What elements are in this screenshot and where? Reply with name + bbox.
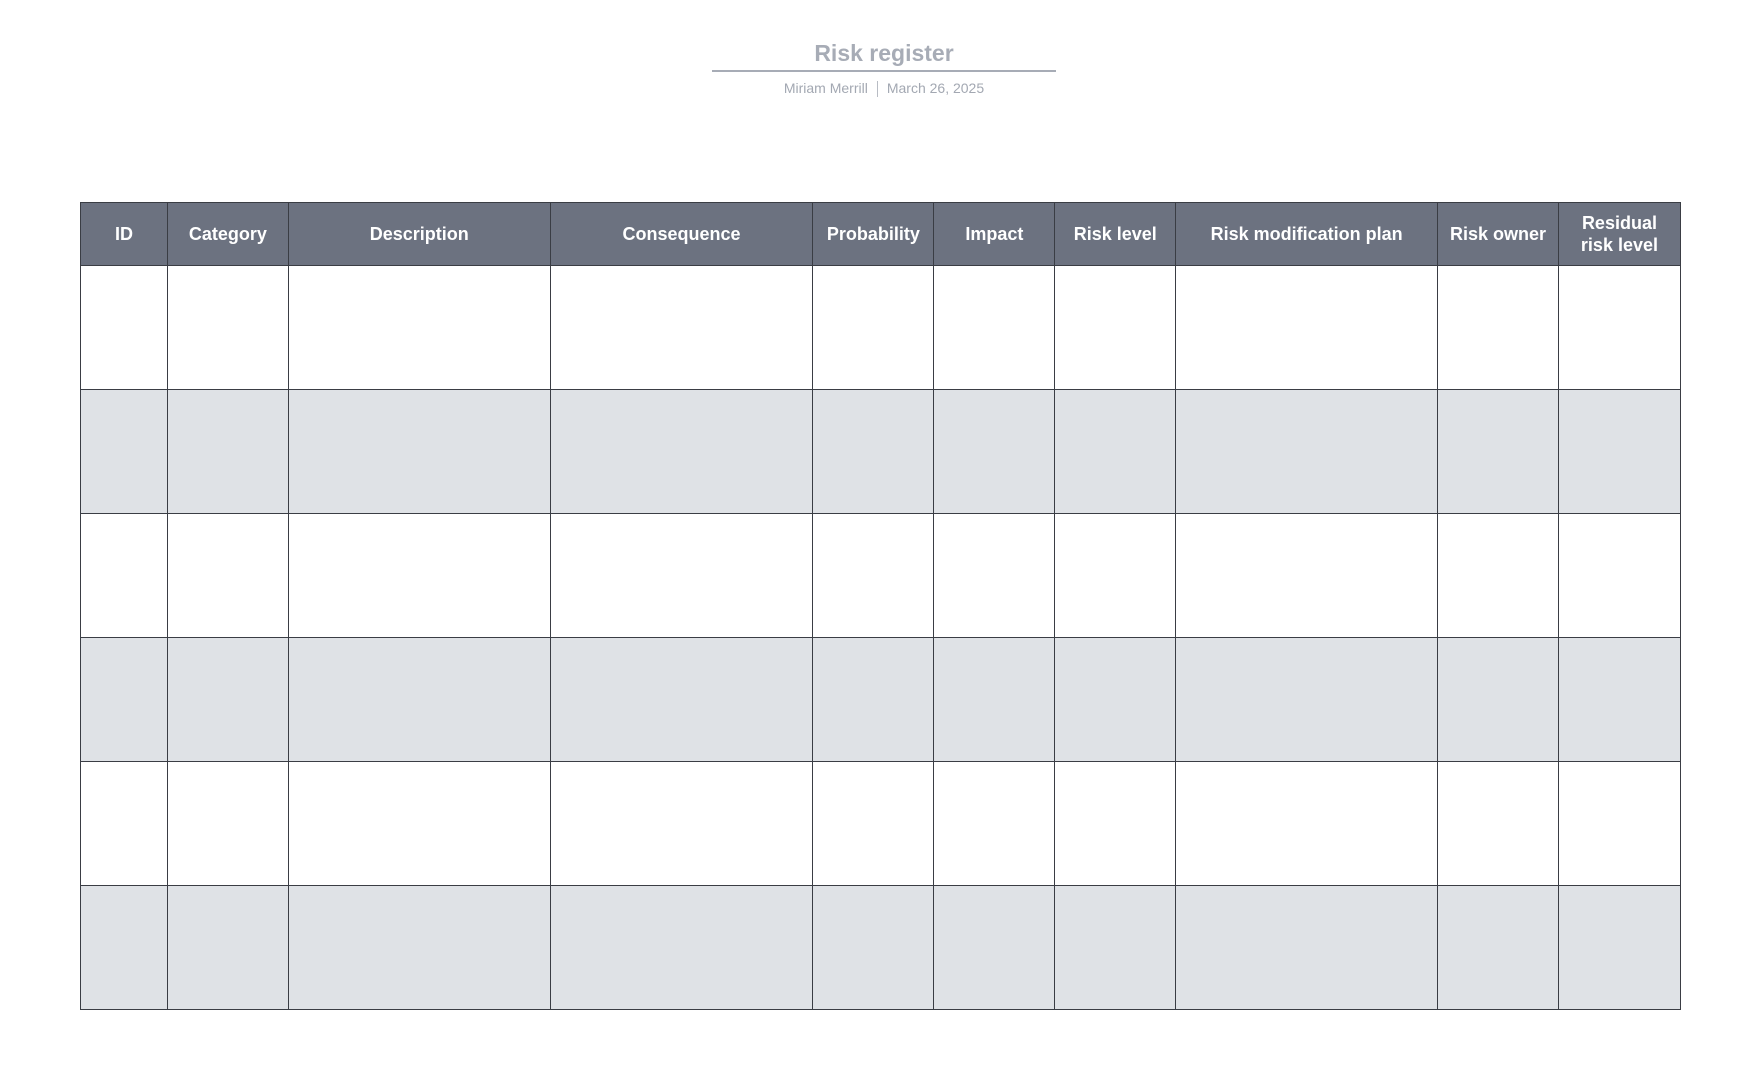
table-row [81,514,1681,638]
table-cell[interactable] [81,390,168,514]
table-cell[interactable] [1438,514,1559,638]
table-cell[interactable] [1176,762,1438,886]
table-row [81,886,1681,1010]
table-row [81,762,1681,886]
table-cell[interactable] [167,762,288,886]
table-cell[interactable] [167,638,288,762]
table-cell[interactable] [167,514,288,638]
table-cell[interactable] [1438,390,1559,514]
table-cell[interactable] [1055,886,1176,1010]
table-cell[interactable] [1438,266,1559,390]
table-cell[interactable] [1055,762,1176,886]
table-cell[interactable] [1558,762,1680,886]
title-underline [712,70,1056,72]
author: Miriam Merrill [783,80,868,96]
table-cell[interactable] [1558,390,1680,514]
table-cell[interactable] [1438,762,1559,886]
column-header: Consequence [550,203,813,266]
table-cell[interactable] [934,886,1055,1010]
date: March 26, 2025 [886,80,985,96]
table-cell[interactable] [81,514,168,638]
table-cell[interactable] [288,266,550,390]
column-header: Residual risk level [1558,203,1680,266]
table-cell[interactable] [813,762,934,886]
table-cell[interactable] [1176,390,1438,514]
risk-register-table [80,202,1681,1010]
document-title: Risk register [814,40,954,66]
table-cell[interactable] [550,390,813,514]
table-cell[interactable] [1055,390,1176,514]
column-header: Risk owner [1438,203,1559,266]
table-cell[interactable] [288,514,550,638]
table-cell[interactable] [934,390,1055,514]
header-row [81,203,1681,266]
table-cell[interactable] [1558,266,1680,390]
table-cell[interactable] [934,638,1055,762]
table-cell[interactable] [288,390,550,514]
column-header: ID [81,203,168,266]
table-cell[interactable] [81,638,168,762]
table-cell[interactable] [1438,638,1559,762]
table-cell[interactable] [1558,638,1680,762]
table-cell[interactable] [81,886,168,1010]
table-cell[interactable] [813,638,934,762]
table-cell[interactable] [167,390,288,514]
title-block [712,38,1056,72]
table-cell[interactable] [1176,514,1438,638]
table-cell[interactable] [1055,266,1176,390]
column-header: Risk modification plan [1176,203,1438,266]
table-cell[interactable] [167,886,288,1010]
table-cell[interactable] [1176,638,1438,762]
table-cell[interactable] [1176,886,1438,1010]
table-row [81,638,1681,762]
table-cell[interactable] [813,886,934,1010]
table-cell[interactable] [813,514,934,638]
column-header: Impact [934,203,1055,266]
column-header: Category [167,203,288,266]
document-meta [0,80,1760,97]
table-cell[interactable] [550,266,813,390]
table-cell[interactable] [813,266,934,390]
table-cell[interactable] [288,762,550,886]
column-header: Risk level [1055,203,1176,266]
table-cell[interactable] [550,762,813,886]
table-cell[interactable] [81,762,168,886]
table-row [81,266,1681,390]
table-row [81,390,1681,514]
table-cell[interactable] [167,266,288,390]
table-cell[interactable] [81,266,168,390]
table-cell[interactable] [550,514,813,638]
table-cell[interactable] [550,886,813,1010]
table-cell[interactable] [934,514,1055,638]
table-cell[interactable] [1438,886,1559,1010]
table-cell[interactable] [934,266,1055,390]
table-cell[interactable] [934,762,1055,886]
table-cell[interactable] [1055,638,1176,762]
table-cell[interactable] [813,390,934,514]
table-cell[interactable] [1558,886,1680,1010]
table-cell[interactable] [288,886,550,1010]
table-cell[interactable] [1558,514,1680,638]
column-header: Probability [813,203,934,266]
table-cell[interactable] [550,638,813,762]
meta-separator [877,81,878,97]
column-header: Description [288,203,550,266]
table-cell[interactable] [288,638,550,762]
table-cell[interactable] [1055,514,1176,638]
table-cell[interactable] [1176,266,1438,390]
